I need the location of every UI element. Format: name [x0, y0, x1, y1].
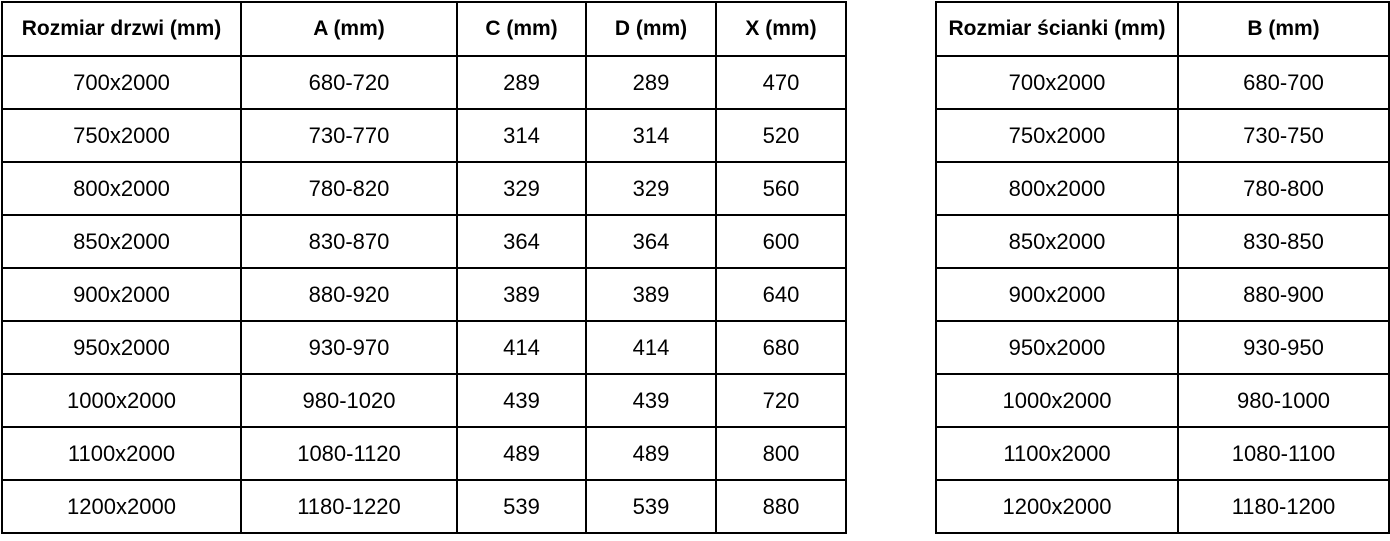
table-cell: 950x2000 — [936, 321, 1178, 374]
table-cell: 414 — [586, 321, 716, 374]
table-cell: 800x2000 — [2, 162, 241, 215]
table-cell: 329 — [457, 162, 586, 215]
table-cell: 900x2000 — [2, 268, 241, 321]
column-header: D (mm) — [586, 2, 716, 56]
table-cell: 730-750 — [1178, 109, 1389, 162]
column-header: C (mm) — [457, 2, 586, 56]
table-row — [2, 374, 846, 427]
wall-size-table — [935, 1, 1390, 534]
table-row — [936, 56, 1389, 109]
column-header: Rozmiar drzwi (mm) — [2, 2, 241, 56]
table-cell: 750x2000 — [936, 109, 1178, 162]
table-cell: 1100x2000 — [2, 427, 241, 480]
table-cell: 470 — [716, 56, 846, 109]
table-cell: 880-920 — [241, 268, 457, 321]
table-row — [936, 268, 1389, 321]
table-cell: 900x2000 — [936, 268, 1178, 321]
door-size-table-header-row — [2, 2, 846, 56]
door-size-table — [1, 1, 847, 534]
table-cell: 1000x2000 — [936, 374, 1178, 427]
table-cell: 414 — [457, 321, 586, 374]
table-row — [2, 215, 846, 268]
table-cell: 520 — [716, 109, 846, 162]
table-row — [2, 480, 846, 533]
table-row — [936, 480, 1389, 533]
table-row — [936, 162, 1389, 215]
table-cell: 880 — [716, 480, 846, 533]
table-cell: 830-850 — [1178, 215, 1389, 268]
table-cell: 1180-1220 — [241, 480, 457, 533]
table-row — [2, 268, 846, 321]
table-cell: 389 — [457, 268, 586, 321]
table-cell: 830-870 — [241, 215, 457, 268]
table-cell: 439 — [586, 374, 716, 427]
table-cell: 489 — [457, 427, 586, 480]
table-cell: 1080-1100 — [1178, 427, 1389, 480]
table-cell: 780-800 — [1178, 162, 1389, 215]
table-cell: 1180-1200 — [1178, 480, 1389, 533]
table-cell: 700x2000 — [936, 56, 1178, 109]
table-cell: 314 — [457, 109, 586, 162]
table-row — [2, 109, 846, 162]
table-cell: 1100x2000 — [936, 427, 1178, 480]
table-cell: 750x2000 — [2, 109, 241, 162]
table-cell: 800x2000 — [936, 162, 1178, 215]
table-row — [936, 427, 1389, 480]
table-cell: 289 — [457, 56, 586, 109]
column-header: Rozmiar ścianki (mm) — [936, 2, 1178, 56]
table-row — [2, 427, 846, 480]
table-cell: 930-950 — [1178, 321, 1389, 374]
table-cell: 1200x2000 — [936, 480, 1178, 533]
table-cell: 680 — [716, 321, 846, 374]
table-cell: 600 — [716, 215, 846, 268]
table-cell: 780-820 — [241, 162, 457, 215]
table-cell: 539 — [586, 480, 716, 533]
table-cell: 1200x2000 — [2, 480, 241, 533]
table-cell: 880-900 — [1178, 268, 1389, 321]
table-row — [936, 374, 1389, 427]
table-cell: 930-970 — [241, 321, 457, 374]
table-cell: 950x2000 — [2, 321, 241, 374]
table-cell: 364 — [586, 215, 716, 268]
table-row — [2, 56, 846, 109]
table-cell: 329 — [586, 162, 716, 215]
table-cell: 700x2000 — [2, 56, 241, 109]
table-cell: 364 — [457, 215, 586, 268]
table-cell: 980-1000 — [1178, 374, 1389, 427]
table-cell: 1000x2000 — [2, 374, 241, 427]
table-cell: 560 — [716, 162, 846, 215]
wall-size-table-header-row — [936, 2, 1389, 56]
table-row — [2, 162, 846, 215]
table-cell: 980-1020 — [241, 374, 457, 427]
door-size-table-body — [2, 56, 846, 533]
table-row — [936, 321, 1389, 374]
column-header: A (mm) — [241, 2, 457, 56]
table-cell: 389 — [586, 268, 716, 321]
table-cell: 720 — [716, 374, 846, 427]
table-cell: 680-700 — [1178, 56, 1389, 109]
table-row — [2, 321, 846, 374]
column-header: B (mm) — [1178, 2, 1389, 56]
table-cell: 850x2000 — [2, 215, 241, 268]
table-cell: 439 — [457, 374, 586, 427]
table-cell: 1080-1120 — [241, 427, 457, 480]
column-header: X (mm) — [716, 2, 846, 56]
wall-size-table-body — [936, 56, 1389, 533]
table-cell: 680-720 — [241, 56, 457, 109]
table-row — [936, 109, 1389, 162]
table-cell: 850x2000 — [936, 215, 1178, 268]
table-cell: 289 — [586, 56, 716, 109]
table-cell: 640 — [716, 268, 846, 321]
table-cell: 314 — [586, 109, 716, 162]
table-cell: 800 — [716, 427, 846, 480]
table-cell: 489 — [586, 427, 716, 480]
table-cell: 730-770 — [241, 109, 457, 162]
table-cell: 539 — [457, 480, 586, 533]
table-row — [936, 215, 1389, 268]
